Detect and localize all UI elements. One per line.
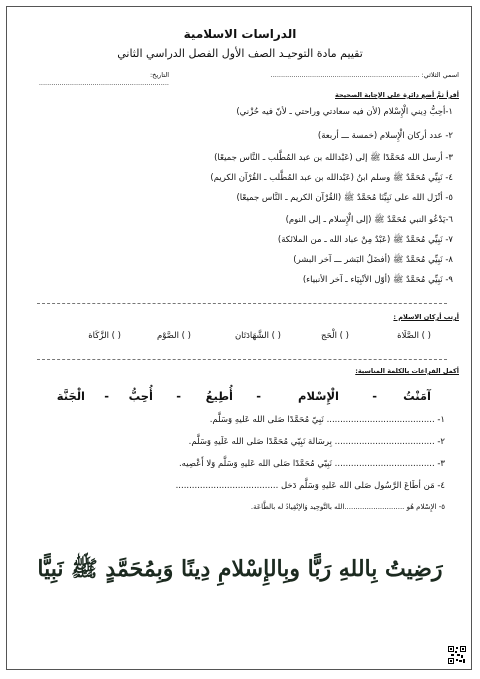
section2-title: أرتب أركان الاسلام : <box>393 313 459 321</box>
page-subtitle: تقييم مادة التوحيـد الصف الأول الفصل الدراسي الثاني <box>117 47 363 60</box>
section-divider <box>37 303 447 304</box>
section-divider <box>37 359 447 360</box>
pillars-row <box>61 331 431 345</box>
pillar-item[interactable]: ( ) الصَّوْم <box>156 331 191 341</box>
mcq-question[interactable]: ١-أحِبُّ دِيني الْإِسْلام (لأن فيه سعادتي وراحتي ـ لأنّ فيه حُزْني) <box>236 107 453 117</box>
worksheet-page <box>6 6 472 670</box>
word-bank-item: أُطِيعُ <box>205 389 233 403</box>
student-info-row <box>19 71 459 87</box>
mcq-question[interactable]: ٧- نَبِيِّي مُحَمَّدٌ ﷺ (عَبْدٌ مِنْ عباد الله ـ من الملائكة) <box>277 235 453 245</box>
page-title: الدراسات الاسلامية <box>183 27 297 41</box>
mcq-question[interactable]: ٨- نَبِيِّي مُحَمَّدٌ ﷺ (أفضَلُ البَشر ـــ آخر البشر) <box>293 255 453 265</box>
word-separator: - <box>104 389 109 403</box>
mcq-question[interactable]: ٦-يَدْعُو النبي مُحَمَّدٌ ﷺ (إلى الْإِسلام ـ إلى النوم) <box>285 215 453 225</box>
calligraphy-slogan: رَضِيتُ بِاللهِ رَبًّا وبِالإِسْلامِ دِينًا وَبِمُحَمَّدٍ ﷺ نَبِيًّا <box>37 556 443 582</box>
qr-code-icon <box>447 645 467 665</box>
word-separator: - <box>176 389 181 403</box>
mcq-question[interactable]: ٣- أرسل الله مُحَمَّدًا ﷺ إلى (عَبْدالله بن عبد المُطَّلب ـ النَّاس جميعًا) <box>214 153 453 163</box>
pillar-item[interactable]: ( ) الزَّكَاة <box>88 331 121 341</box>
fill-blank-sentence[interactable]: ٣- ..................................... نَبِيّي مُحَمَّدًا صَلى الله عَليهِ وَسَلَّم وَلا أَعْصِيه. <box>178 459 445 469</box>
pillar-item[interactable]: ( ) الصَّلَاة <box>397 331 431 341</box>
word-bank <box>51 389 431 407</box>
date-field[interactable]: التاريخ: ............................................................... <box>38 71 169 87</box>
word-separator: - <box>256 389 261 403</box>
word-bank-item: الْجَنَّة <box>56 389 85 403</box>
fill-blank-sentence[interactable]: ٤- مَن أطَاعَ الرَّسُول صَلى الله عَليهِ وَسَلَّم دَخل ...................................... <box>175 481 445 491</box>
word-bank-item: آمَنْتُ <box>403 389 431 403</box>
fill-blank-sentence[interactable]: ٢- ..................................... بِرسَالة نَبِيّي مُحَمَّدًا صَلى الله عَلَيهِ وَسَلَّم. <box>188 437 445 447</box>
word-bank-item: أُحِبُّ <box>128 389 153 403</box>
mcq-question[interactable]: ٩- نَبِيِّي مُحَمَّدٌ ﷺ (أوّل الأنْبِيَاء ـ آخر الأنبياء) <box>302 275 453 285</box>
section3-title: أكمل الفراغات بالكلمة المناسبة: <box>355 367 459 375</box>
word-bank-item: الْإِسْلام <box>298 389 339 403</box>
section1-title: أقرأ ثمَّ أضع دائرة على الإجابة الصحيحة <box>335 91 459 99</box>
fill-blank-sentence[interactable]: ٥- الإِسْلام هُو ...........................الله بالتَّوحِيد وَالإنْقِيادُ له بالطَّاعَة. <box>250 503 445 511</box>
pillar-item[interactable]: ( ) الشَّهَادَتَان <box>234 331 281 341</box>
pillar-item[interactable]: ( ) الْحَج <box>321 331 349 341</box>
fill-blank-sentence[interactable]: ١- ........................................ نَبِيّ مُحَمَّدًا صَلى الله عَليهِ وَسَلَّم. <box>209 415 445 425</box>
word-separator: - <box>372 389 377 403</box>
student-name-field[interactable]: اسمي الثلاثي: ........................................................................ <box>270 71 459 79</box>
mcq-question[interactable]: ٥- أنْزَل الله على نَبِيِّنَا مُحَمَّدٌ ﷺ (القُرْآن الكريم ـ النَّاس جميعًا) <box>236 193 453 203</box>
mcq-question[interactable]: ٢- عدد أركان الْإِسلام (خمسة ـــ أربعة) <box>317 131 453 141</box>
mcq-question[interactable]: ٤- نَبِيِّي مُحَمَّدٌ ﷺ وسلم ابنُ (عَبْدالله بن عبد المُطَّلب ـ القُرْآن الكريم) <box>210 173 453 183</box>
